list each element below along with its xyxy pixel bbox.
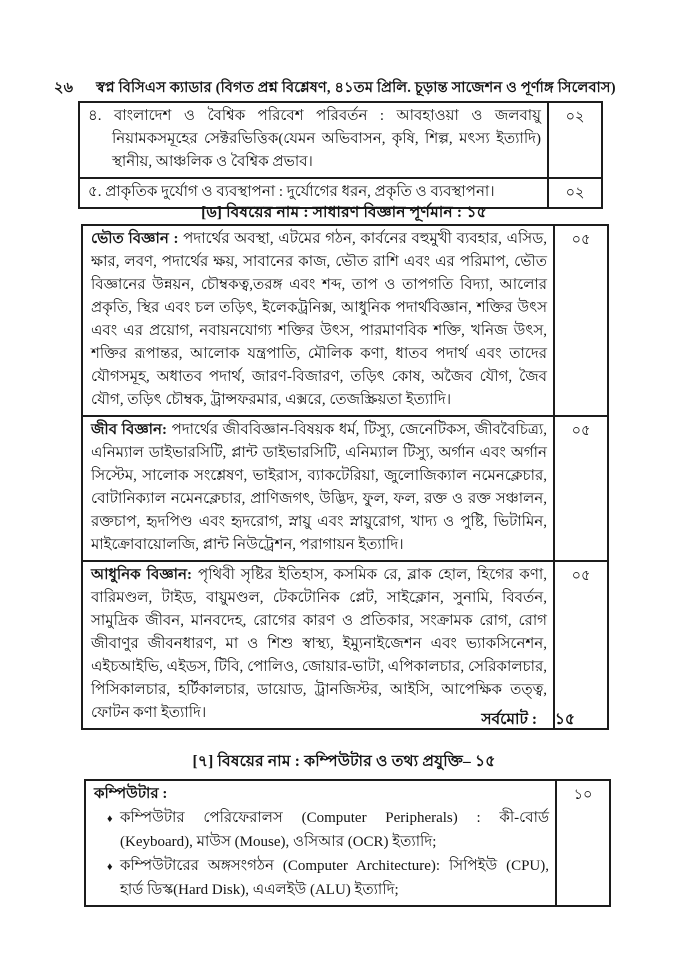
topic-cell xyxy=(83,417,555,560)
section-6-heading: [৬] বিষয়ের নাম : সাধারণ বিজ্ঞান পূর্ণমান : ১৫ xyxy=(201,204,487,221)
topic-title: আধুনিক বিজ্ঞান: xyxy=(91,567,192,583)
marks-cell: ১০ xyxy=(573,787,593,803)
item-text: প্রাকৃতিক দুর্যোগ ও ব্যবস্থাপনা : দুর্যোগের ধরন, প্রকৃতি ও ব্যবস্থাপনা। xyxy=(105,184,495,200)
table-row xyxy=(83,560,607,728)
marks-cell: ০৫ xyxy=(571,232,591,248)
topic-title: জীব বিজ্ঞান: xyxy=(91,422,167,438)
bullet-item xyxy=(94,855,549,902)
computer-it-table xyxy=(84,779,611,907)
topic-body: পদার্থের অবস্থা, এটমের গঠন, কার্বনের বহুমুখী ব্যবহার, এসিড, ক্ষার, লবণ, পদার্থের ক্ষয়, সাবানের কাজ, ভৌত রাশি এবং এর পরিমাপ, ভৌত বিজ্ঞানের উন্নয়ন, চৌম্বকত্ব,তরঙ্গ এবং শব্দ, তাপ ও তাপগতি বিদ্যা, আলোর প্রকৃতি, স্থির এবং চল তড়িৎ, ইলেকট্রনিক্স, আধুনিক পদার্থবিজ্ঞান, শক্তির উৎস এবং এর প্রয়োগ, নবায়নযোগ্য শক্তির উৎস, পারমাণবিক শক্তি, খনিজ উৎস, শক্তির রূপান্তর, আলোক যন্ত্রপাতি, মৌলিক কণা, ধাতব পদার্থ এবং তাদের যৌগসমূহ, অধাতব পদার্থ, জারণ-বিজারণ, তড়িৎ কোষ, অজৈব যৌগ, জৈব যৌগ, তড়িৎ চৌম্বক, ট্রান্সফরমার, এক্সরে, তেজস্ক্রিয়তা ইত্যাদি। xyxy=(91,231,547,408)
table-row xyxy=(80,103,601,177)
topic-cell xyxy=(86,781,557,905)
bullet-text: কম্পিউটারের অঙ্গসংগঠন (Computer Architecture): সিপিইউ (CPU), হার্ড ডিস্ক(Hard Disk), এএলইউ (ALU) ইত্যাদি; xyxy=(120,858,549,898)
marks-cell: ০৫ xyxy=(571,568,591,584)
table-row xyxy=(83,226,607,415)
topic-body: পদার্থের জীববিজ্ঞান-বিষয়ক ধর্ম, টিস্যু, জেনেটিকস, জীববৈচিত্র্য, এনিম্যাল ডাইভারসিটি, প্লান্ট ডাইভারসিটি, এনিম্যাল টিস্যু, অর্গান এবং অর্গান সিস্টেম, সালোক সংশ্লেষণ, ভাইরাস, ব্যাকটেরিয়া, জুলোজিক্যাল নমেনক্লেচার, বোটানিক্যাল নমেনক্লেচার, প্রাণিজগৎ, উদ্ভিদ, ফুল, ফল, রক্ত ও রক্ত সঞ্চালন, রক্তচাপ, হৃদপিণ্ড এবং হৃদরোগ, স্নায়ু এবং স্নায়ুরোগ, খাদ্য ও পুষ্টি, ভিটামিন, মাইক্রোবায়োলজি, প্লান্ট নিউট্রেশন, পরাগায়ন ইত্যাদি। xyxy=(91,422,547,553)
topic-text xyxy=(88,105,541,174)
item-number: ৫. xyxy=(88,184,102,200)
topic-body: পৃথিবী সৃষ্টির ইতিহাস, কসমিক রে, ব্লাক হোল, হিগের কণা, বারিমণ্ডল, টাইড, বায়ুমণ্ডল, টেকটোনিক প্লেট, সাইক্লোন, সুনামি, বিবর্তন, সামুদ্রিক জীবন, মানবদেহ, রোগের কারণ ও প্রতিকার, সংক্রামক রোগ, রোগ জীবাণুর জীবনধারণ, মা ও শিশু স্বাস্থ্য, ইম্যুনাইজেশন এবং ভ্যাকসিনেশন, এইচআইভি, এইডস, টিবি, পোলিও, জোয়ার-ভাটা, এপিকালচার, সেরিকালচার, পিসিকালচার, হর্টিকালচার, ডায়োড, ট্রানজিস্টর, আইসি, আপেক্ষিক তত্ত্ব, ফোটন কণা ইত্যাদি। xyxy=(91,567,548,721)
item-text: বাংলাদেশ ও বৈশ্বিক পরিবেশ পরিবর্তন : আবহাওয়া ও জলবায়ু নিয়ামকসমূহের সেক্টরভিত্তিক(যেমন অভিবাসন, কৃষি, শিল্প, মৎস্য ইত্যাদি) স্থানীয়, আঞ্চলিক ও বৈশ্বিক প্রভাব। xyxy=(112,108,541,170)
environment-topics-table xyxy=(78,101,603,209)
section-6-total xyxy=(80,707,575,733)
table-row xyxy=(83,415,607,560)
total-value: ১৫ xyxy=(554,711,575,728)
table-row xyxy=(86,781,609,905)
bullet-text: কম্পিউটার পেরিফেরালস (Computer Peripherals) : কী-বোর্ড (Keyboard), মাউস (Mouse), ওসিআর (OCR) ইত্যাদি; xyxy=(120,810,549,850)
topic-title: কম্পিউটার : xyxy=(94,786,168,802)
diamond-bullet-icon: ♦ xyxy=(107,813,113,825)
marks-cell: ০২ xyxy=(565,109,585,125)
bullet-item xyxy=(94,807,549,854)
book-title: স্বপ্ন বিসিএস ক্যাডার (বিগত প্রশ্ন বিশ্লেষণ, ৪১তম প্রিলি. চূড়ান্ত সাজেশন ও পূর্ণাঙ্গ সিলেবাস) xyxy=(96,80,616,96)
page-number: ২৬ xyxy=(54,80,74,96)
item-number: ৪. xyxy=(88,108,102,124)
diamond-bullet-icon: ♦ xyxy=(107,861,113,873)
general-science-table xyxy=(81,224,609,730)
topic-title: ভৌত বিজ্ঞান : xyxy=(91,231,179,247)
marks-cell: ০২ xyxy=(565,185,585,201)
running-head xyxy=(54,77,616,101)
topic-cell xyxy=(83,226,555,415)
topic-cell xyxy=(80,103,549,177)
marks-cell: ০৫ xyxy=(571,423,591,439)
topic-cell xyxy=(83,562,555,728)
total-label: সর্বমোট : xyxy=(481,711,537,728)
section-7-heading: [৭] বিষয়ের নাম : কম্পিউটার ও তথ্য প্রযুক্তি– ১৫ xyxy=(192,753,496,770)
